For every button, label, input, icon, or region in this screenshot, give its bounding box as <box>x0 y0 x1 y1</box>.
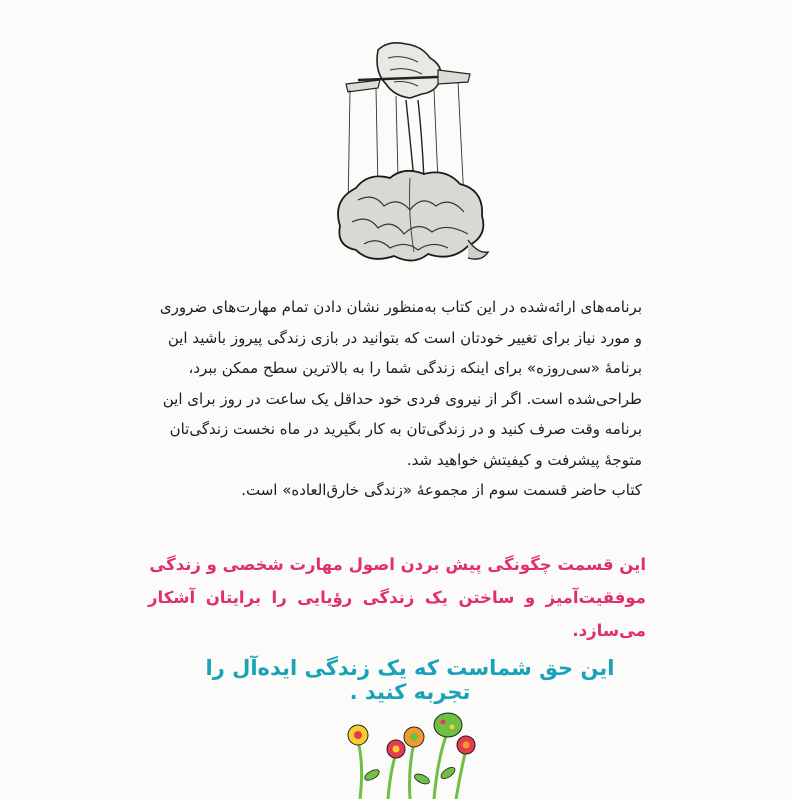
highlight-line: این قسمت چگونگی پیش بردن اصول مهارت شخصی و زندگی <box>149 555 646 574</box>
tagline: این حق شماست که یک زندگی ایده‌آل را تجربه کنید . <box>205 656 615 704</box>
description-line: برنامه وقت صرف کنید و در زندگی‌تان به کار بگیرید در ماه نخست زندگی‌تان <box>169 420 642 438</box>
description-line: متوجهٔ پیشرفت و کیفیتش خواهید شد. <box>406 450 642 469</box>
description-line: طراحی‌شده است. اگر از نیروی فردی خود حداقل یک ساعت در روز برای این <box>162 389 642 408</box>
highlight-line: موفقیت‌آمیز و ساختن یک زندگی رؤیایی را برایتان آشکار می‌سازد. <box>148 588 646 640</box>
puppeteer-hand-brain-icon <box>318 40 498 270</box>
description-line: برنامه‌های ارائه‌شده در این کتاب به‌منظور نشان دادن تمام مهارت‌های ضروری <box>159 298 642 316</box>
description-paragraph <box>148 292 642 506</box>
highlight-text <box>148 548 646 647</box>
series-note: کتاب حاضر قسمت سوم از مجموعهٔ «زندگی خارق‌العاده» است. <box>241 481 642 499</box>
flowers-icon <box>330 705 490 799</box>
description-line: و مورد نیاز برای تغییر خودتان است که بتوانید در بازی زندگی پیروز باشید این <box>167 328 642 347</box>
description-line: برنامهٔ «سی‌روزه» برای اینکه زندگی شما را به بالاترین سطح ممکن ببرد، <box>188 359 642 377</box>
